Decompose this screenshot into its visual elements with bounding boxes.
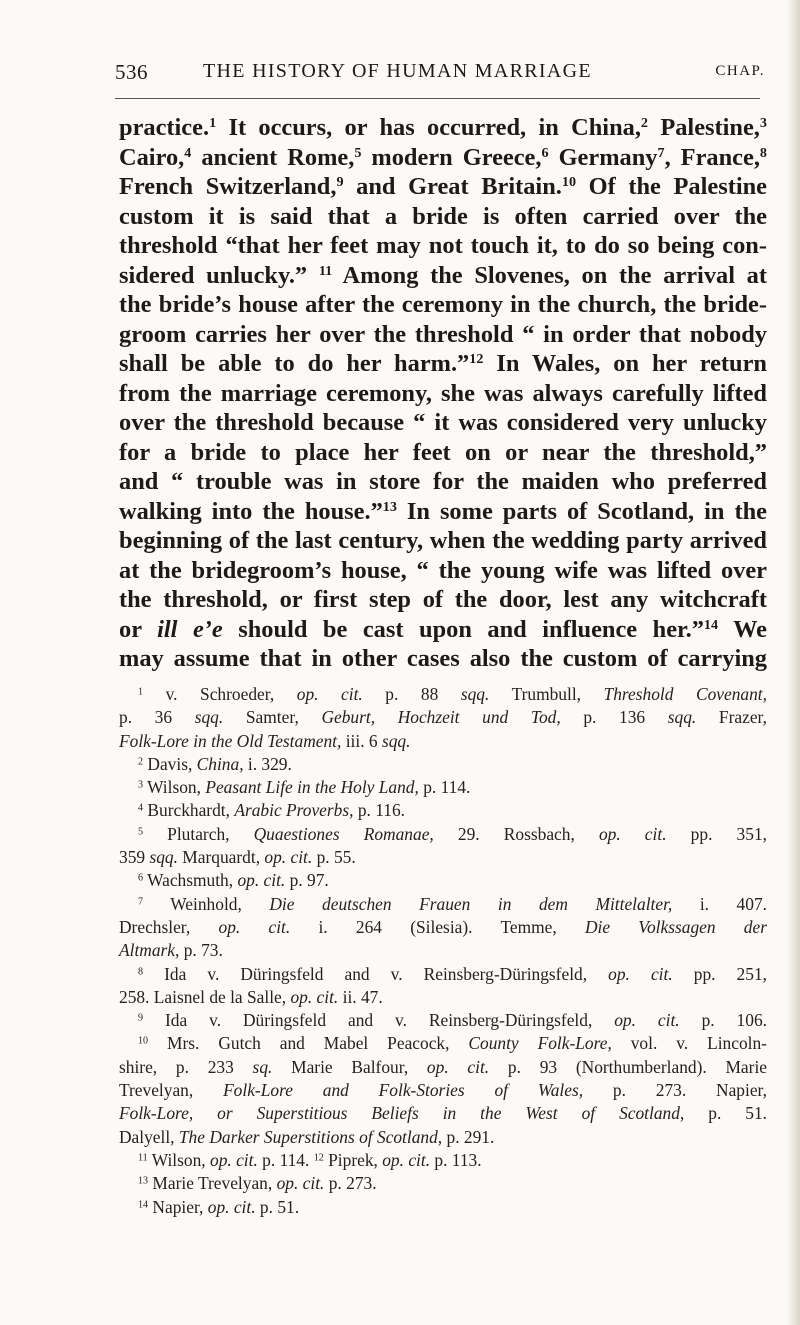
text-run: Of the Palestine: [576, 173, 767, 200]
footnote-line: [119, 1126, 767, 1149]
text-run: beginning of the last century, when the wedding party arrived: [119, 527, 767, 554]
footnote-line: [119, 730, 767, 753]
text-run: and Great Britain.: [343, 173, 562, 200]
text-run: In Wales, on her return: [483, 350, 767, 377]
text-run: Wilson,: [143, 777, 206, 798]
italic-text: sq.: [252, 1056, 273, 1077]
body-line: [119, 349, 767, 379]
text-run: Marquardt,: [177, 847, 265, 868]
text-run: 258. Laisnel de la Salle,: [119, 986, 291, 1007]
body-line: [119, 172, 767, 202]
italic-text: op. cit.: [210, 1149, 258, 1170]
footnote-line: [119, 706, 767, 729]
footnote-line: [119, 916, 767, 939]
italic-text: County Folk-Lore,: [468, 1033, 612, 1054]
italic-text: op. cit.: [218, 916, 291, 937]
body-line: [119, 644, 767, 674]
italic-text: Folk-Lore and Folk-Stories of Wales,: [223, 1080, 584, 1101]
italic-text: Die deutschen Frauen in dem Mittelalter,: [269, 893, 673, 914]
text-run: Napier,: [148, 1196, 208, 1217]
italic-text: op. cit.: [614, 1010, 680, 1031]
footnote-marker: 8: [759, 144, 767, 161]
footnote-marker: 12: [469, 351, 484, 368]
text-run: sidered unlucky.”: [119, 261, 319, 289]
text-run: Weinhold,: [143, 893, 270, 914]
text-run: Marie Balfour,: [272, 1056, 427, 1077]
italic-text: sqq.: [194, 707, 224, 728]
italic-text: op. cit.: [290, 986, 339, 1007]
body-line: [119, 320, 767, 350]
italic-text: op. cit.: [207, 1196, 256, 1217]
footnote-line: [119, 893, 767, 916]
italic-text: sqq.: [667, 707, 697, 728]
footnote-marker: 13: [382, 498, 397, 515]
body-line: [119, 497, 767, 527]
footnote-line: [119, 753, 767, 776]
footnote-line: [119, 1149, 767, 1172]
text-run: p. 114.: [418, 777, 471, 798]
text-run: custom it is said that a bride is often carried over the: [119, 202, 767, 230]
footnote-marker: 7: [138, 896, 144, 908]
italic-text: op. cit.: [608, 963, 673, 984]
text-run: shire, p. 233: [119, 1056, 253, 1077]
text-run: Piprek,: [323, 1149, 383, 1170]
footnote-marker: 1: [209, 115, 217, 132]
page-number: 536: [115, 60, 148, 84]
footnote-line: [119, 683, 767, 706]
footnote-marker: 3: [759, 115, 767, 132]
italic-text: Threshold Covenant,: [603, 684, 767, 704]
text-run: and “ trouble was in store for the maiden who preferred: [119, 468, 767, 495]
text-run: p. 273.: [324, 1173, 377, 1194]
italic-text: Quaestiones Romanae,: [253, 823, 434, 844]
italic-text: sqq.: [381, 730, 411, 751]
text-run: p. 55.: [312, 847, 356, 868]
italic-text: Altmark,: [119, 940, 180, 961]
text-run: i. 407.: [672, 893, 767, 914]
italic-text: op. cit.: [276, 1173, 325, 1194]
italic-text: Die Volkssagen der: [584, 916, 767, 937]
text-run: p. 36: [119, 707, 195, 728]
footnote-marker: 12: [313, 1152, 324, 1164]
text-run: Drechsler,: [119, 916, 219, 937]
text-run: p. 114.: [257, 1149, 314, 1170]
footnote-marker: 2: [640, 115, 648, 132]
text-run: the bride’s house after the ceremony in the church, the bride-: [119, 291, 767, 318]
text-run: We: [718, 615, 767, 643]
text-run: p. 73.: [179, 940, 223, 961]
text-run: Trevelyan,: [119, 1080, 224, 1101]
text-run: over the threshold because “ it was considered very unlucky: [119, 409, 767, 436]
text-run: ancient Rome,: [191, 143, 355, 171]
text-run: Marie Trevelyan,: [148, 1173, 277, 1194]
footnote-line: [119, 1079, 767, 1102]
footnote-line: [119, 1102, 767, 1125]
italic-text: Folk-Lore in the Old Testament,: [119, 730, 342, 751]
text-run: groom carries her over the threshold “ in order that nobody: [119, 320, 767, 348]
body-line: [119, 202, 767, 232]
body-line: [119, 261, 767, 291]
text-run: p. 51.: [255, 1196, 300, 1217]
body-line: [119, 467, 767, 497]
italic-text: Geburt, Hochzeit und Tod,: [321, 707, 561, 728]
body-line: [119, 526, 767, 556]
text-run: Burckhardt,: [143, 800, 235, 821]
text-run: walking into the house.”: [119, 497, 383, 525]
text-run: p. 291.: [442, 1126, 495, 1147]
text-run: French Switzerland,: [119, 173, 337, 200]
text-run: , France,: [664, 143, 760, 171]
text-run: Wilson,: [147, 1149, 210, 1170]
text-run: Ida v. Düringsfeld and v. Reinsberg-Düringsfeld,: [143, 1010, 615, 1031]
footnote-line: [119, 1056, 767, 1079]
text-run: Frazer,: [696, 707, 767, 728]
text-run: should be cast upon and influence her.”: [222, 615, 704, 643]
italic-text: sqq.: [460, 684, 490, 704]
italic-text: China,: [196, 753, 244, 774]
italic-text: Peasant Life in the Holy Land,: [205, 777, 419, 798]
text-run: ii. 47.: [338, 986, 383, 1007]
body-line: [119, 231, 767, 261]
body-line: [119, 143, 767, 173]
text-run: practice.: [119, 114, 210, 141]
footnote-marker: 14: [138, 1198, 149, 1210]
text-run: Ida v. Düringsfeld and v. Reinsberg-Düringsfeld,: [143, 963, 609, 984]
italic-text: The Darker Superstitions of Scotland,: [178, 1126, 443, 1147]
text-run: Trumbull,: [489, 684, 604, 704]
italic-text: op. cit.: [296, 684, 363, 704]
text-run: from the marriage ceremony, she was always carefully lifted: [119, 379, 767, 407]
text-run: threshold “that her feet may not touch it, to do so being con-: [119, 232, 767, 259]
footnote-line: [119, 823, 767, 846]
body-line: [119, 290, 767, 320]
text-run: Samter,: [223, 707, 322, 728]
text-run: Palestine,: [648, 114, 760, 141]
body-line: [119, 438, 767, 468]
text-run: shall be able to do her harm.”: [119, 350, 470, 377]
text-run: p. 273. Napier,: [583, 1080, 767, 1101]
italic-text: Folk-Lore, or Superstitious Beliefs in the West of Scotland,: [119, 1103, 685, 1124]
text-run: Among the Slovenes, on the arrival at: [332, 261, 767, 289]
footnote-marker: 9: [336, 174, 344, 191]
running-title: THE HISTORY OF HUMAN MARRIAGE: [203, 60, 592, 82]
footnote-line: [119, 799, 767, 822]
body-line: [119, 379, 767, 409]
text-run: In some parts of Scotland, in the: [396, 497, 767, 525]
body-line: [119, 556, 767, 586]
footnote-marker: 4: [184, 144, 192, 161]
text-run: p. 113.: [430, 1149, 482, 1170]
text-run: p. 97.: [285, 870, 329, 891]
text-run: for a bride to place her feet on or near the threshold,”: [119, 438, 767, 466]
footnote-marker: 10: [561, 174, 577, 191]
footnote-marker: 5: [138, 826, 144, 838]
text-run: p. 51.: [684, 1103, 767, 1124]
italic-text: Arabic Proverbs,: [234, 800, 354, 821]
body-line: [119, 585, 767, 615]
text-run: v. Schroeder,: [143, 684, 297, 704]
text-run: pp. 351,: [666, 823, 767, 844]
text-run: p. 93 (Northumberland). Marie: [489, 1056, 767, 1077]
text-run: Germany: [548, 143, 658, 171]
text-run: 359: [119, 847, 150, 868]
text-run: Davis,: [143, 753, 197, 774]
footnote-line: [119, 939, 767, 962]
chapter-label: CHAP.: [715, 63, 765, 79]
body-line: [119, 408, 767, 438]
italic-text: op. cit.: [426, 1056, 490, 1077]
footnote-marker: 6: [138, 872, 144, 884]
footnote-marker: 2: [138, 756, 144, 768]
text-run: i. 329.: [243, 753, 292, 774]
footnote-line: [119, 963, 767, 986]
text-run: p. 116.: [353, 800, 405, 821]
footnote-line: [119, 846, 767, 869]
footnote-line: [119, 869, 767, 892]
body-line: [119, 615, 767, 645]
text-run: p. 136: [560, 707, 668, 728]
text-run: Wachsmuth,: [143, 870, 238, 891]
footnote-marker: 11: [138, 1152, 148, 1164]
body-line: [119, 113, 767, 143]
body-text: [119, 113, 767, 674]
text-run: may assume that in other cases also the custom of carrying: [119, 645, 767, 672]
footnote-line: [119, 1032, 767, 1055]
footnote-line: [119, 776, 767, 799]
footnote-marker: 6: [541, 144, 549, 161]
footnote-marker: 4: [138, 802, 144, 814]
running-header: [115, 60, 765, 90]
italic-text: op. cit.: [598, 823, 667, 844]
text-run: p. 106.: [679, 1010, 767, 1031]
text-run: iii. 6: [341, 730, 382, 751]
text-run: pp. 251,: [672, 963, 767, 984]
footnote-marker: 5: [354, 144, 362, 161]
footnote-marker: 7: [657, 144, 665, 161]
footnote-marker: 11: [318, 262, 333, 279]
italic-text: ill e’e: [157, 615, 223, 643]
footnote-marker: 14: [703, 616, 719, 633]
footnote-marker: 10: [138, 1035, 149, 1047]
footnote-marker: 13: [138, 1175, 149, 1187]
text-run: 29. Rossbach,: [433, 823, 599, 844]
text-run: or: [119, 615, 158, 643]
text-run: Mrs. Gutch and Mabel Peacock,: [148, 1033, 469, 1054]
text-run: at the bridegroom’s house, “ the young wife was lifted over: [119, 556, 767, 584]
italic-text: op. cit.: [237, 870, 286, 891]
text-run: the threshold, or first step of the door, lest any witchcraft: [119, 586, 767, 613]
footnote-marker: 1: [138, 686, 144, 698]
text-run: Dalyell,: [119, 1126, 179, 1147]
footnote-line: [119, 1196, 767, 1219]
italic-text: op. cit.: [264, 847, 313, 868]
text-run: Cairo,: [119, 143, 185, 171]
header-rule: [115, 98, 760, 99]
footnote-line: [119, 1009, 767, 1032]
text-run: vol. v. Lincoln-: [611, 1033, 767, 1054]
text-run: It occurs, or has occurred, in China,: [216, 114, 641, 141]
text-run: i. 264 (Silesia). Temme,: [290, 916, 585, 937]
footnote-marker: 9: [138, 1012, 144, 1024]
footnote-line: [119, 1172, 767, 1195]
footnote-marker: 3: [138, 779, 144, 791]
footnote-marker: 8: [138, 966, 144, 978]
page-edge-shadow: [786, 0, 800, 1325]
text-run: modern Greece,: [361, 143, 542, 171]
footnote-line: [119, 986, 767, 1009]
text-run: Plutarch,: [143, 823, 254, 844]
italic-text: sqq.: [149, 847, 178, 868]
italic-text: op. cit.: [382, 1149, 431, 1170]
footnotes: [119, 683, 767, 1219]
text-run: p. 88: [362, 684, 461, 704]
